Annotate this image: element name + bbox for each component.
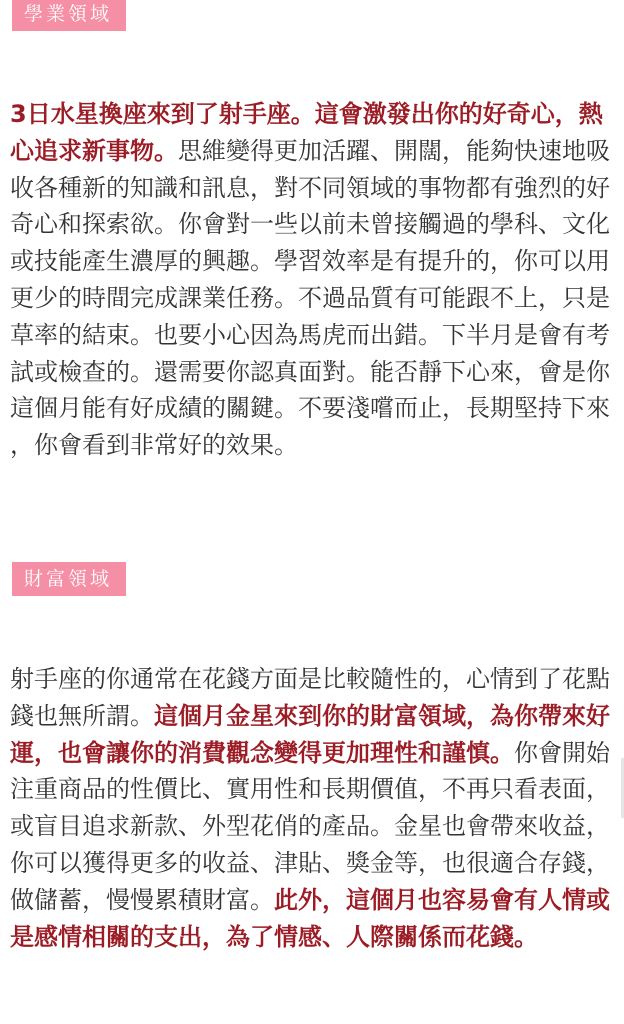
wealth-body: 你會開始注重商品的性價比、實用性和長期價值，不再只看表面，或盲目追求新款、外型花俏的產品。金星也會帶來收益，你可以獲得更多的收益、津貼、獎金等，也很適合存錢，做儲蓄，慢慢累積財富。 bbox=[10, 738, 610, 914]
wealth-intro: 射手座的你通常在花錢方面是比較隨性的，心情到了花點錢也無所謂。 bbox=[10, 665, 610, 730]
study-section-tag: 學業領域 bbox=[12, 0, 126, 31]
wealth-highlight-1: 這個月金星來到你的財富領域，為你帶來好運，也會讓你的消費觀念變得更加理性和謹慎。 bbox=[10, 701, 610, 767]
wealth-highlight-2: 此外，這個月也容易會有人情或是感情相關的支出，為了情感、人際關係而花錢。 bbox=[10, 885, 610, 951]
study-paragraph bbox=[10, 96, 614, 464]
study-body: 思維變得更加活躍、開闊，能夠快速地吸收各種新的知識和訊息，對不同領域的事物都有強烈的好奇心和探索欲。你會對一些以前未曾接觸過的學科、文化或技能產生濃厚的興趣。學習效率是有提升的，你可以用更少的時間完成課業任務。不過品質有可能跟不上，只是草率的結束。也要小心因為馬虎而出錯。下半月是會有考試或檢查的。還需要你認真面對。能否靜下心來，會是你這個月能有好成績的關鍵。不要淺嚐而止，長期堅持下來，你會看到非常好的效果。 bbox=[10, 136, 610, 460]
wealth-section-tag: 財富領域 bbox=[12, 562, 126, 596]
wealth-paragraph bbox=[10, 661, 614, 955]
study-highlight: 3日水星換座來到了射手座。這會激發出你的好奇心，熱心追求新事物。 bbox=[10, 100, 603, 165]
